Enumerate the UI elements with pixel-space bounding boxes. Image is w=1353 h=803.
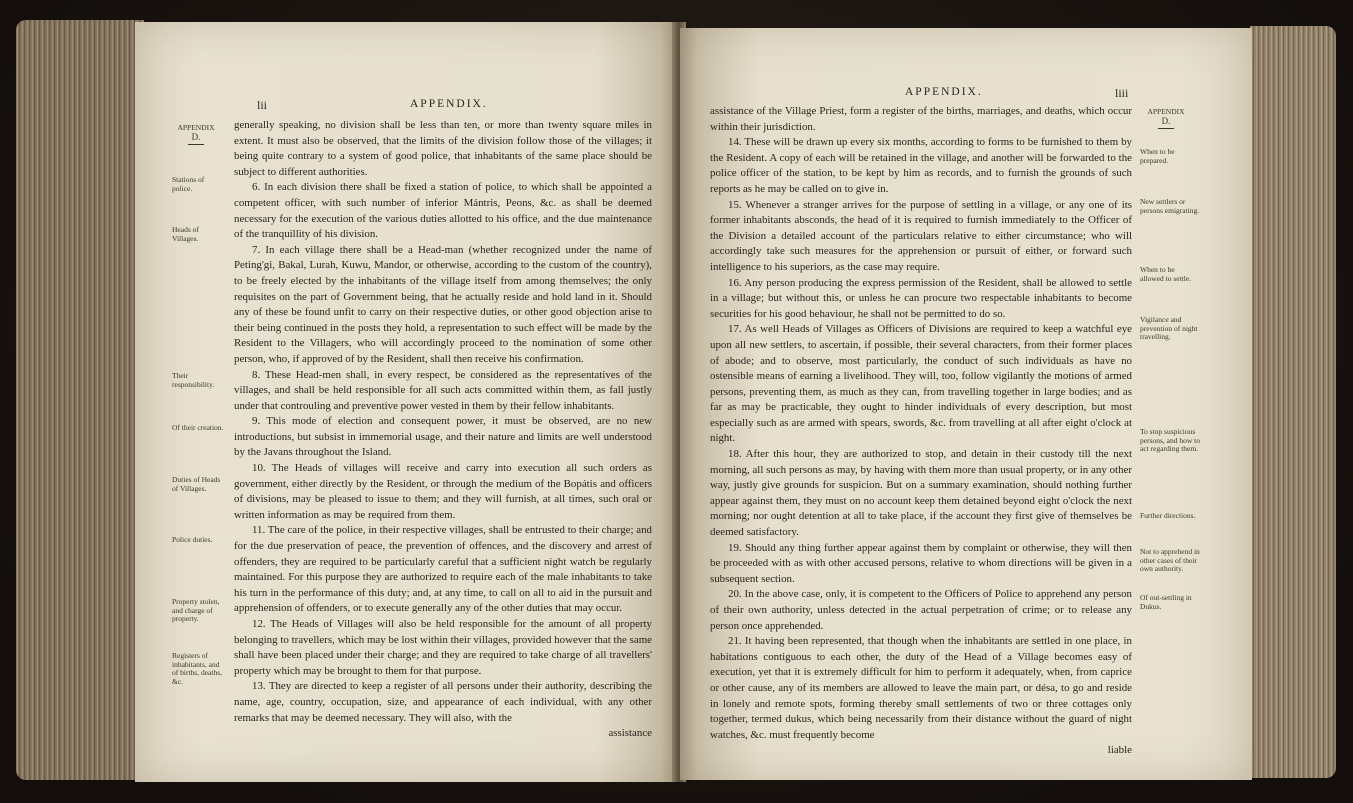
paragraph: assistance of the Village Priest, form a register of the births, marriages, and deaths, which occur within their jurisdiction. bbox=[710, 105, 1132, 133]
paragraph: 12. The Heads of Villages will also be held responsible for the amount of all property belonging to travellers, which may be lost within their villages, provided however that the same shall have been placed under their charge; and they are required to take charge of all travellers' property which may be brought to them for that purpose. bbox=[234, 618, 652, 677]
margin-note-creation: Of their creation. bbox=[172, 423, 224, 432]
margin-note-police-duties: Police duties. bbox=[172, 535, 213, 544]
left-running-head: APPENDIX. bbox=[410, 98, 488, 110]
appendix-letter: D. bbox=[1161, 115, 1171, 126]
paragraph: 21. It having been represented, that though when the inhabitants are settled in one place, in habitations contiguous to each other, the duty of the Head of a Village becomes easy of execution, yet that it is extremely difficult for him to perform it adequately, when, from caprice or other cause, any of its members are allowed to leave the main part, or désa, to go and reside in lonely and remote spots, forming thereby small settlements of two or three cottages only together, termed dukus, which being necessarily from their distance without the guard of night watches, &c. must frequently become bbox=[710, 635, 1132, 741]
margin-note-stop-suspicious: To stop suspicious persons, and how to act regarding them. bbox=[1140, 427, 1200, 454]
margin-note-new-settlers: New settlers or persons emigrating. bbox=[1140, 197, 1200, 215]
margin-note-out-settling: Of out-settling in Dukus. bbox=[1140, 593, 1192, 611]
page-edges-right bbox=[1250, 26, 1336, 778]
paragraph: 8. These Head-men shall, in every respect, be considered as the representatives of the villages, and shall be held responsible for all such acts committed within them, as fall justly under that controuling and preventive power vested in them by their fellow inhabitants. bbox=[234, 368, 652, 412]
appendix-letter: D. bbox=[191, 131, 201, 142]
paragraph: 16. Any person producing the express permission of the Resident, shall be allowed to settle in a village; but without this, or unless he can procure two respectable inhabitants to become securities for his good behaviour, he shall not be permitted to do so. bbox=[710, 276, 1132, 320]
paragraph: 20. In the above case, only, it is competent to the Officers of Police to apprehend any person of their own authority, unless detected in the actual perpetration of crime; or to release any person once apprehended. bbox=[710, 588, 1132, 632]
margin-note-property: Property stolen, and charge of property. bbox=[172, 597, 220, 624]
appendix-label: APPENDIX bbox=[177, 123, 215, 132]
right-catchword: liable bbox=[1107, 744, 1132, 757]
paragraph: 13. They are directed to keep a register of all persons under their authority, describing the name, age, country, occupation, size, and appearance of each individual, with any other remarks that may be deemed necessary. They will also, with the bbox=[234, 680, 652, 724]
page-edges-left bbox=[16, 20, 144, 780]
paragraph: 18. After this hour, they are authorized to stop, and detain in their custody till the next morning, all such persons as may, by having with them more than usual property, or in any other way, justly give grounds for suspicion. But on a summary examination, should nothing further appear against them, they must on no account keep them detained beyond eight o'clock the next morning; nor ought detention at all to take place, if the account they first give of themselves be deemed satisfactory. bbox=[710, 448, 1132, 539]
paragraph: 10. The Heads of villages will receive and carry into execution all such orders as government, either directly by the Resident, or through the medium of the Bopátis and officers of divisions, may be pleased to issue to them; and they will furnish, at all times, such oral or written information as may be required from them. bbox=[234, 462, 652, 521]
paragraph: 9. This mode of election and consequent power, it must be observed, are no new introductions, but subsist in immemorial usage, and their nature and limits are well understood by the Javans throughout the Island. bbox=[234, 415, 652, 459]
paragraph: 7. In each village there shall be a Head-man (whether recognized under the name of Peting'gi, Bakal, Lurah, Kuwu, Mandor, or otherwise, according to the custom of the country), to be freely elected by the inhabitants of the village itself from among themselves; the only requisites on the part of Government being, that he actually reside and hold land in it. Should any of these be found unfit to carry on their respective duties, or other good objection arise to their being continued in the posts they hold, a representation to such effect will be made by the Resident to the Villagers, who will accordingly proceed to the nomination of some other person, who, if approved of by the Resident, shall then receive his confirmation. bbox=[234, 243, 652, 365]
right-appendix-label bbox=[1136, 108, 1196, 129]
margin-note-when-prepared: When to be prepared. bbox=[1140, 147, 1175, 165]
margin-note-further-directions: Further directions. bbox=[1140, 511, 1196, 520]
margin-note-duties: Duties of Heads of Villages. bbox=[172, 475, 221, 493]
right-running-head: APPENDIX. bbox=[905, 86, 983, 98]
left-catchword: assistance bbox=[608, 727, 652, 740]
margin-note-stations: Stations of police. bbox=[172, 175, 205, 193]
appendix-rule bbox=[1158, 128, 1174, 129]
margin-note-when-allowed: When to be allowed to settle. bbox=[1140, 265, 1192, 283]
margin-note-heads-of-villages: Heads of Villages. bbox=[172, 225, 199, 243]
paragraph: 17. As well Heads of Villages as Officers of Divisions are required to keep a watchful eye upon all new settlers, to ascertain, if possible, their several characters, from their former places of abode; and to observe, most particularly, the conduct of such individuals as have no ostensible means of earning a livelihood. They will, too, follow vigilantly the motions of armed persons, preventing them, as much as they can, from travelling together in large bodies; and as far as may be practicable, they ought to hinder individuals of every description, but most especially such as are armed with spears, swords, &c. from travelling at all after eight o'clock at night. bbox=[710, 323, 1132, 445]
margin-note-registers: Registers of inhabitants, and of births, deaths, &c. bbox=[172, 651, 222, 686]
paragraph: 11. The care of the police, in their respective villages, shall be entrusted to their charge; and for the due preservation of peace, the prevention of offences, and the discovery and arrest of offenders, they are required to be particularly careful that a sufficient night watch be regularly maintained. For this purpose they are authorized to require each of the male inhabitants to take his turn in the performance of this duty; and, at any time, to call on all to aid in the pursuit and apprehension of offenders, or to execute generally any of the other duties that may occur. bbox=[234, 524, 652, 615]
paragraph: 14. These will be drawn up every six months, according to forms to be furnished to them by the Resident. A copy of each will be retained in the village, and another will be forwarded to the police officer of the station, to be kept by him as records, and to furnish the grounds of such reports as he may be called on to give in. bbox=[710, 136, 1132, 195]
right-body-text bbox=[710, 104, 1132, 759]
appendix-label: APPENDIX bbox=[1147, 107, 1185, 116]
margin-note-not-apprehend: Not to apprehend in other cases of their own authority. bbox=[1140, 547, 1200, 574]
left-page-number: lii bbox=[257, 98, 268, 112]
margin-note-responsibility: Their responsibility. bbox=[172, 371, 215, 389]
paragraph: generally speaking, no division shall be less than ten, or more than twenty square miles in extent. It must also be observed, that the limits of the division follow those of the villages; it being quite contrary to a system of good police, that inhabitants of the same place should be subject to different authorities. bbox=[234, 119, 652, 178]
left-body-text bbox=[234, 118, 652, 742]
appendix-rule bbox=[188, 144, 204, 145]
margin-note-vigilance: Vigilance and prevention of night travelling. bbox=[1140, 315, 1198, 342]
paragraph: 6. In each division there shall be fixed a station of police, to which shall be appointed a competent officer, with such number of inferior Mántris, Peons, &c. as shall be deemed necessary for the execution of the various duties allotted to his office, and the due maintenance of the tranquillity of his division. bbox=[234, 181, 652, 241]
right-page-number: liii bbox=[1115, 86, 1129, 100]
left-appendix-label bbox=[170, 124, 222, 145]
paragraph: 15. Whenever a stranger arrives for the purpose of settling in a village, or any one of its former inhabitants absconds, the head of it is required to furnish immediately to the Officer of the Division a detailed account of the particulars relative to either circumstance; who will accordingly take such measures for the apprehension or pursuit of either, or forward such intelligence to his superiors, as the case may require. bbox=[710, 198, 1132, 273]
paragraph: 19. Should any thing further appear against them by complaint or otherwise, they will then be proceeded with as with other accused persons, relative to whom directions will be given in a subsequent section. bbox=[710, 541, 1132, 585]
